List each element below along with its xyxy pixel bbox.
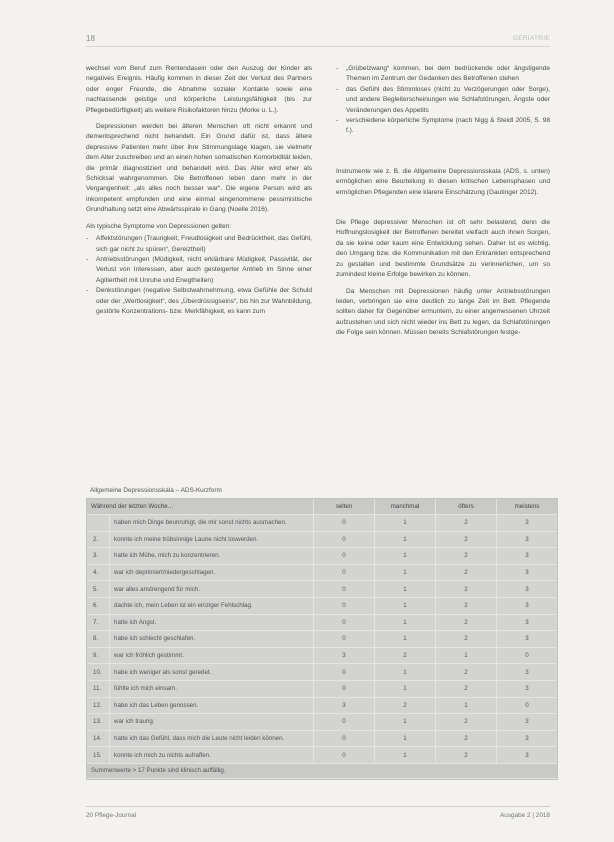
table-body (87, 515, 557, 764)
list-item: - „Grübelzwang“ kommen, bei dem bedrückende oder ängstigende Themen im Zentrum der Gedanken des Betroffenen stehen (336, 64, 550, 85)
item-question: war ich fröhlich gestimmt. (110, 647, 314, 664)
item-number: 15. (87, 747, 110, 764)
running-title: GERIATRIE (512, 35, 550, 42)
table-row (87, 548, 557, 565)
score-cell: 2 (436, 564, 497, 581)
table-row (87, 747, 557, 764)
item-number: 6. (87, 597, 110, 614)
score-cell: 3 (497, 597, 558, 614)
item-question: habe ich schlecht geschlafen. (110, 631, 314, 648)
table-caption: Allgemeine Depressionsskala – ADS-Kurzform (90, 487, 222, 494)
item-question: konnte ich meine trübsinnige Laune nicht loswerden. (110, 531, 314, 548)
item-question: war alles anstrengend für mich. (110, 581, 314, 598)
score-cell: 3 (497, 714, 558, 731)
score-cell: 2 (436, 581, 497, 598)
item-number: 3. (87, 548, 110, 565)
score-cell: 0 (314, 581, 375, 598)
score-cell: 2 (436, 631, 497, 648)
score-cell: 1 (375, 515, 436, 532)
score-cell: 1 (375, 714, 436, 731)
table-row (87, 581, 557, 598)
table-row (87, 647, 557, 664)
score-cell: 3 (314, 697, 375, 714)
score-cell: 1 (375, 680, 436, 697)
score-cell: 2 (436, 680, 497, 697)
score-cell: 3 (497, 631, 558, 648)
item-number: 7. (87, 614, 110, 631)
column-header: Während der letzten Woche… (87, 499, 314, 515)
item-number: 2. (87, 531, 110, 548)
score-cell: 0 (497, 697, 558, 714)
item-number: 4. (87, 564, 110, 581)
item-number: 12. (87, 697, 110, 714)
table-row (87, 680, 557, 697)
table-row (87, 597, 557, 614)
table-row (87, 664, 557, 681)
list-item: - das Gefühl des Stimmloses (nicht zu Verzögerungen oder Sorge), und andere Begleiterscheinungen wie Schlafstörungen, Ängste oder Veränderungen des Appetits (336, 85, 550, 116)
score-cell: 3 (314, 647, 375, 664)
column-header: selten (314, 499, 375, 515)
table-row (87, 697, 557, 714)
paragraph: Die Pflege depressiver Menschen ist oft sehr belastend, denn die Hoffnungslosigkeit der Betroffenen bereitet vielfach auch ihnen Sorgen, da sie keine oder kaum eine Entwicklung sehen. Daher ist es wichtig, den Umgang bzw. die Kommunikation mit den Erkrankten entsprechend zu gestalten und bestimmte Grundsätze zu verinnerlichen, um so zumindest kleine Erfolge bewirken zu können. (336, 219, 550, 279)
table-row (87, 614, 557, 631)
table-row (87, 564, 557, 581)
score-cell: 3 (497, 614, 558, 631)
table-row (87, 531, 557, 548)
item-number: 14. (87, 730, 110, 747)
score-cell: 1 (375, 730, 436, 747)
score-cell: 3 (497, 581, 558, 598)
score-cell: 2 (436, 597, 497, 614)
score-cell: 0 (314, 747, 375, 764)
score-cell: 2 (436, 548, 497, 565)
item-number: 5. (87, 581, 110, 598)
item-number: 10. (87, 664, 110, 681)
table-row (87, 714, 557, 731)
score-cell: 3 (497, 531, 558, 548)
score-cell: 0 (314, 631, 375, 648)
header-rule (86, 46, 550, 47)
score-cell: 3 (497, 747, 558, 764)
left-column (86, 64, 312, 323)
list-item: - Affektstörungen (Traurigkeit, Freudlosigkeit und Bedrücktheit, das Gefühl, sich gar nicht zu spüren“, Gereiztheit) (86, 234, 312, 255)
score-cell: 0 (314, 730, 375, 747)
item-number (87, 515, 110, 532)
item-question: haben mich Dinge beunruhigt, die mir sonst nichts ausmachen. (110, 515, 314, 532)
ads-table (87, 499, 557, 779)
item-question: habe ich weniger als sonst geredet. (110, 664, 314, 681)
ads-table-box (86, 498, 558, 780)
item-question: konnte ich mich zu nichts aufraffen. (110, 747, 314, 764)
item-number: 9. (87, 647, 110, 664)
summary-text: Summenwerte > 17 Punkte sind klinisch auffällig. (87, 763, 557, 778)
score-cell: 3 (497, 548, 558, 565)
list-item: - Antriebsstörungen (Müdigkeit, nicht erklärbare Müdigkeit, Passivität, der Verlust von Interessen, aber auch gesteigerter Antrieb im Sinne einer Agitiertheit mit Unruhe und Enegtheiten) (86, 255, 312, 286)
score-cell: 2 (436, 714, 497, 731)
item-number: 11. (87, 680, 110, 697)
column-header: öfters (436, 499, 497, 515)
item-question: war ich deprimiert/niedergeschlagen. (110, 564, 314, 581)
paragraph: Instrumente wie z. B. die Allgemeine Depressionsskala (ADS, s. unten) ermöglichen eine Beurteilung in diesen kritischen Lebensphasen und ermöglichen Pflegenden eine klarere Einschätzung (Gautinger 2012). (336, 167, 550, 196)
score-cell: 1 (375, 548, 436, 565)
paragraph: Depressionen werden bei älteren Menschen oft nicht erkannt und dementsprechend nicht behandelt. Ein Grund dafür ist, dass ältere depressive Patienten mehr über ihre Stimmungslage klagen, sie vielmehr dem Alter zuschreiben und an einen hohen somatischen Komorbidität leiden, die primär diagnostiziert und behandelt wird. Das Alter wird eher als Schicksal wahrgenommen. Die Betroffenen leben dann mehr in der Vergangenheit: „als alles noch besser war“. Die eigene Person wird als inkompetent empfunden und eine einmal eingenommene pessimistische Grundhaltung setzt eine Abwärtsspirale in Gang (Noelle 2016). (86, 123, 312, 214)
score-cell: 2 (375, 647, 436, 664)
score-cell: 2 (436, 531, 497, 548)
score-cell: 0 (314, 664, 375, 681)
score-cell: 1 (375, 747, 436, 764)
item-question: hatte ich das Gefühl, dass mich die Leute nicht leiden können. (110, 730, 314, 747)
score-cell: 2 (436, 664, 497, 681)
page-number: 18 (86, 34, 95, 43)
score-cell: 1 (436, 697, 497, 714)
footer-right: Ausgabe 2 | 2018 (500, 812, 550, 819)
paragraph: wechsel vom Beruf zum Rentendasein oder den Auszug der Kinder als negatives Ereignis. Häufig kommen in dieser Zeit der Verlust des Partners oder enger Freunde, die Abnahme sozialer Kontakte sowie eine nachlassende geistige und körperliche Leistungsfähigkeit (bis zur Pflegebedürftigkeit) als weitere Risikofaktoren hinzu (Morke u. L.). (86, 65, 312, 114)
score-cell: 3 (497, 664, 558, 681)
list-item: - Denkstörungen (negative Selbstwahrnehmung, etwa Gefühle der Schuld oder der „Wertlosigkeit“, des „Überdrüssigseins“, bis hin zur Wahnbildung, gestörte Konzentrations- bzw. Merkfähigkeit, es kann zum (86, 286, 312, 317)
summary-row (87, 763, 557, 778)
score-cell: 3 (497, 515, 558, 532)
score-cell: 1 (375, 564, 436, 581)
score-cell: 2 (436, 747, 497, 764)
item-question: hatte ich Mühe, mich zu konzentrieren. (110, 548, 314, 565)
score-cell: 3 (497, 730, 558, 747)
column-header: meistens (497, 499, 558, 515)
paragraph: Da Menschen mit Depressionen häufig unter Antriebsstörungen leiden, verbringen sie eine deutlich zu lange Zeit im Bett. Pflegende sollten daher für Gegenüber ermuntern, zu einer angemessenen Uhrzeit aufzustehen und sich nicht wieder ins Bett zu legen, da Schlafstörungen die Folge sein können. Müssen bereits Schlafstörungen festge- (336, 287, 550, 337)
item-question: hatte ich Angst. (110, 614, 314, 631)
table-row (87, 515, 557, 532)
table-row (87, 631, 557, 648)
right-column (336, 64, 550, 345)
score-cell: 1 (375, 614, 436, 631)
table-header-row (87, 499, 557, 515)
score-cell: 0 (314, 680, 375, 697)
score-cell: 3 (497, 680, 558, 697)
score-cell: 3 (497, 564, 558, 581)
paragraph: Als typische Symptome von Depressionen gelten: (86, 222, 232, 230)
item-number: 13. (87, 714, 110, 731)
score-cell: 0 (497, 647, 558, 664)
item-question: fühlte ich mich einsam. (110, 680, 314, 697)
score-cell: 0 (314, 515, 375, 532)
score-cell: 0 (314, 531, 375, 548)
symptom-list (86, 234, 312, 317)
symptom-list-continued (336, 64, 550, 137)
list-item: - verschiedene körperliche Symptome (nach Nigg & Steidl 2005, S. 98 f.). (336, 116, 550, 137)
item-question: dachte ich, mein Leben ist ein einziger Fehlschlag. (110, 597, 314, 614)
score-cell: 0 (314, 597, 375, 614)
score-cell: 0 (314, 614, 375, 631)
item-question: habe ich das Leben genossen. (110, 697, 314, 714)
score-cell: 2 (436, 730, 497, 747)
score-cell: 1 (375, 597, 436, 614)
score-cell: 1 (375, 581, 436, 598)
column-header: manchmal (375, 499, 436, 515)
score-cell: 0 (314, 714, 375, 731)
item-number: 8. (87, 631, 110, 648)
score-cell: 2 (375, 697, 436, 714)
score-cell: 2 (436, 614, 497, 631)
score-cell: 2 (436, 515, 497, 532)
footer-rule (86, 806, 550, 807)
score-cell: 0 (314, 548, 375, 565)
item-question: war ich traurig. (110, 714, 314, 731)
score-cell: 1 (375, 631, 436, 648)
score-cell: 1 (375, 531, 436, 548)
score-cell: 1 (436, 647, 497, 664)
score-cell: 0 (314, 564, 375, 581)
table-row (87, 730, 557, 747)
footer-left: 20 Pflege-Journal (86, 812, 137, 819)
score-cell: 1 (375, 664, 436, 681)
